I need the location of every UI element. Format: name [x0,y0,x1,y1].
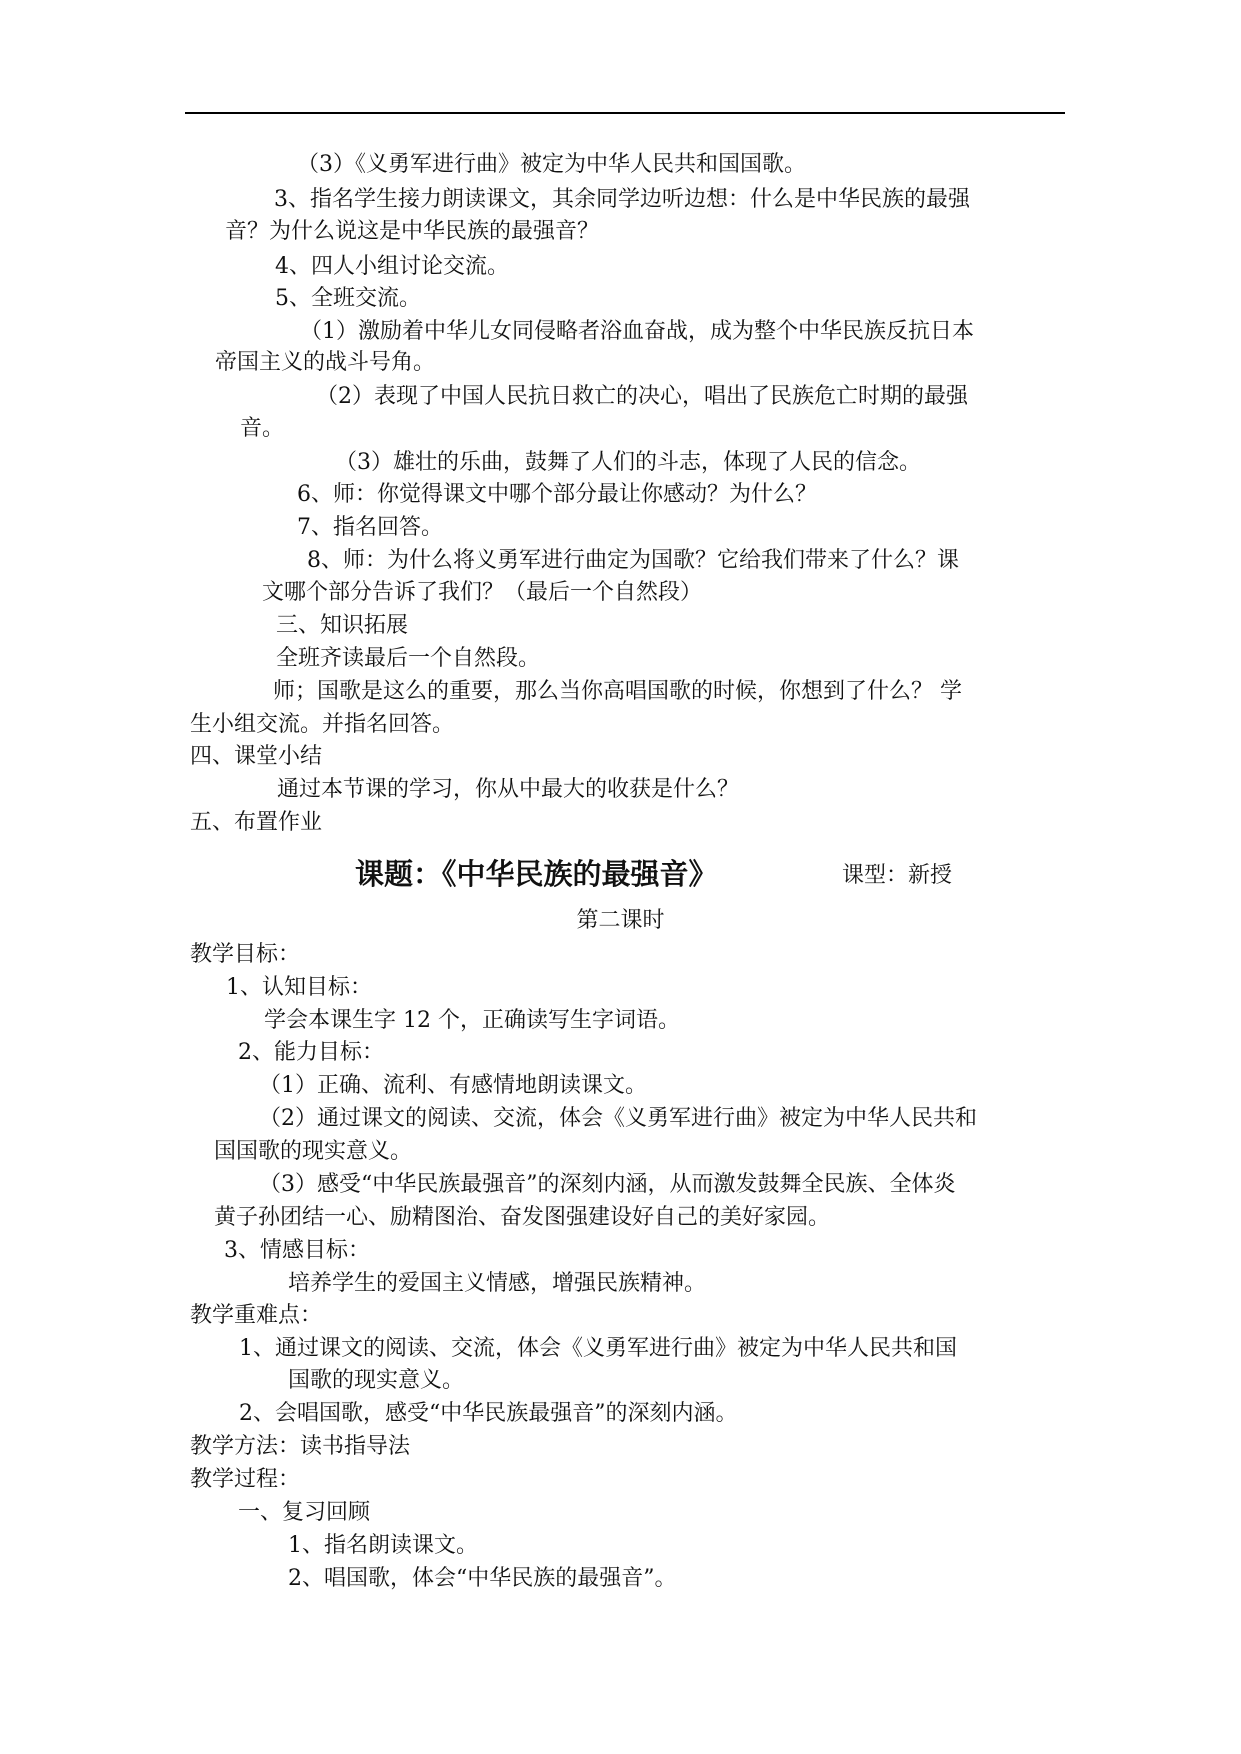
text-line: 全班齐读最后一个自然段。 [276,646,541,671]
text-line: 1、通过课文的阅读、交流，体会《义勇军进行曲》被定为中华人民共和国 [239,1336,957,1361]
text-line: （1）激励着中华儿女同侵略者浴血奋战，成为整个中华民族反抗日本 [300,319,974,344]
text-line: 三、知识拓展 [276,613,409,638]
text-line: 帝国主义的战斗号角。 [215,350,436,375]
text-line: 五、布置作业 [190,810,323,835]
header-rule [185,112,1065,114]
text-line: （2）通过课文的阅读、交流，体会《义勇军进行曲》被定为中华人民共和 [259,1106,977,1131]
session-label: 第二课时 [576,908,665,933]
text-line: 黄子孙团结一心、励精图治、奋发图强建设好自己的美好家园。 [214,1205,831,1230]
text-line: 生小组交流。并指名回答。 [190,712,455,737]
text-line: 音？为什么说这是中华民族的最强音？ [225,219,600,244]
text-line: 2、唱国歌，体会“中华民族的最强音”。 [288,1566,677,1591]
text-line: 国国歌的现实意义。 [214,1139,413,1164]
text-line: 3、情感目标： [224,1238,370,1263]
text-line: 2、会唱国歌，感受“中华民族最强音”的深刻内涵。 [239,1401,738,1426]
text-line: 1、认知目标： [226,975,372,1000]
text-line: 国歌的现实意义。 [288,1368,465,1393]
lesson-type: 课型：新授 [842,863,953,888]
text-line: 学会本课生字 12 个，正确读写生字词语。 [264,1008,680,1033]
text-line: 教学重难点： [190,1303,323,1328]
text-line: 文哪个部分告诉了我们？（最后一个自然段） [262,580,703,605]
text-line: 通过本节课的学习，你从中最大的收获是什么？ [277,777,740,802]
text-line: 7、指名回答。 [297,515,443,540]
text-line: （3）感受“中华民族最强音”的深刻内涵，从而激发鼓舞全民族、全体炎 [259,1172,956,1197]
text-line: 教学过程： [190,1467,301,1492]
text-line: 5、全班交流。 [275,286,421,311]
text-line: 1、指名朗读课文。 [288,1533,478,1558]
lesson-title: 课题：《中华民族的最强音》 [355,857,718,891]
text-line: （3）雄壮的乐曲，鼓舞了人们的斗志，体现了人民的信念。 [335,450,921,475]
text-line: 教学目标： [190,942,301,967]
text-line: 音。 [240,416,285,441]
text-line: （2）表现了中国人民抗日救亡的决心，唱出了民族危亡时期的最强 [316,384,968,409]
text-line: 培养学生的爱国主义情感，增强民族精神。 [288,1271,707,1296]
text-line: 一、复习回顾 [238,1500,371,1525]
text-line: 4、四人小组讨论交流。 [275,254,509,279]
text-line: 6、师：你觉得课文中哪个部分最让你感动？为什么？ [297,482,817,507]
text-line: 四、课堂小结 [190,744,323,769]
text-line: 8、师：为什么将义勇军进行曲定为国歌？它给我们带来了什么？课 [307,548,959,573]
text-line: （3）《义勇军进行曲》被定为中华人民共和国国歌。 [297,152,806,177]
text-line: 师；国歌是这么的重要，那么当你高唱国歌的时候，你想到了什么？ 学 [273,679,962,704]
text-line: 3、指名学生接力朗读课文，其余同学边听边想：什么是中华民族的最强 [274,187,970,212]
text-line: （1）正确、流利、有感情地朗读课文。 [259,1073,647,1098]
text-line: 2、能力目标： [238,1040,384,1065]
text-line: 教学方法：读书指导法 [190,1434,411,1459]
